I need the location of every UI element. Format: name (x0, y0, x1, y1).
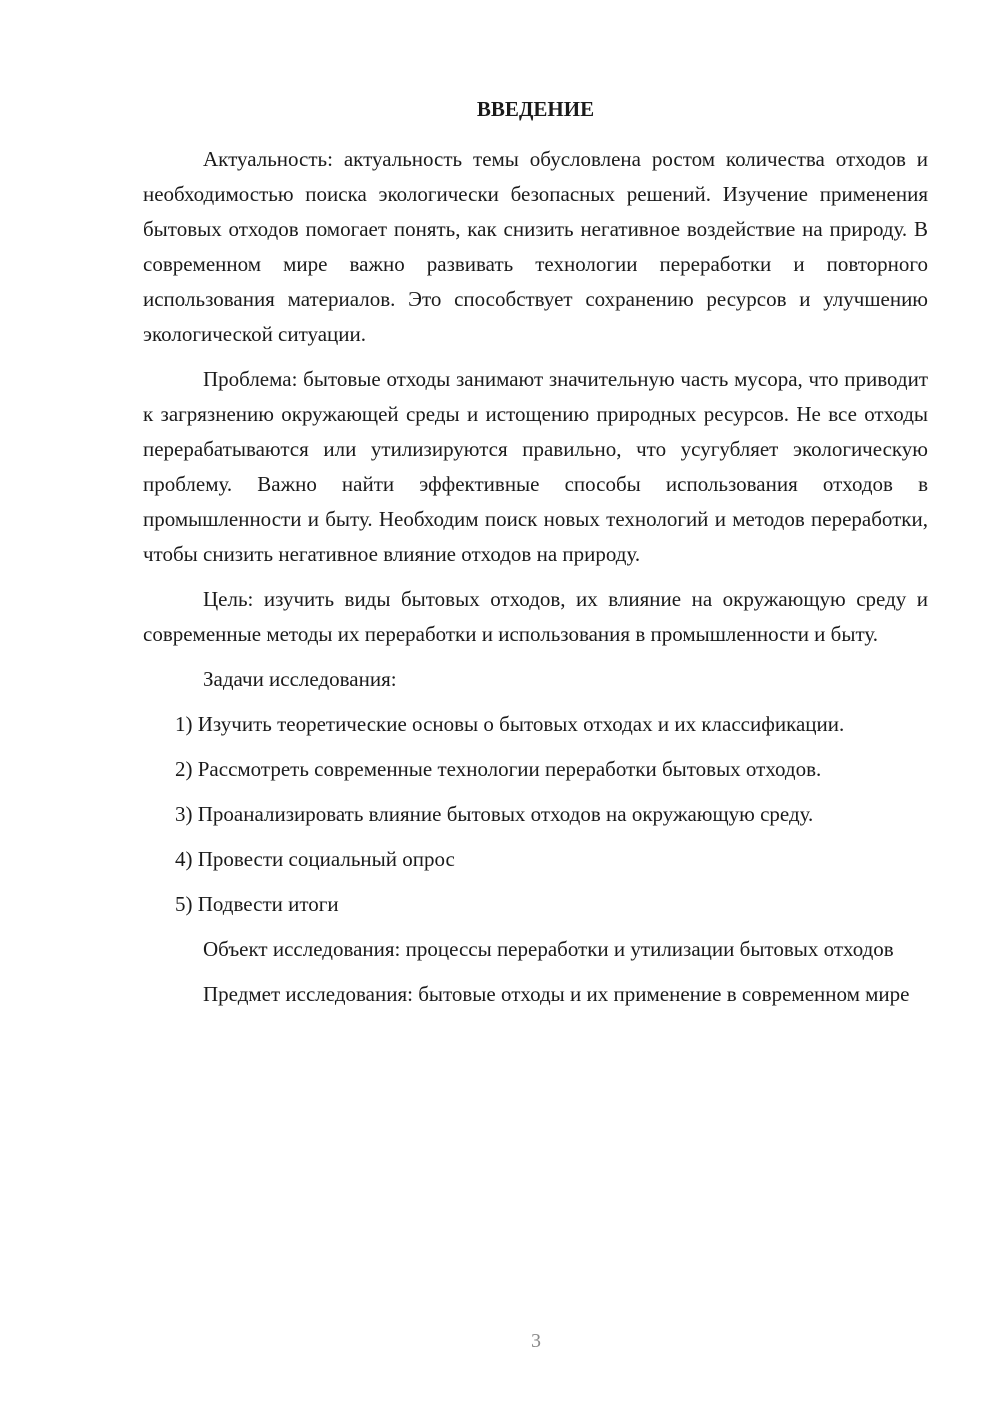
task-item: 2) Рассмотреть современные технологии переработки бытовых отходов. (175, 757, 822, 781)
object-paragraph: Объект исследования: процессы переработки и утилизации бытовых отходов (203, 937, 894, 961)
task-item: 1) Изучить теоретические основы о бытовых отходах и их классификации. (175, 712, 845, 736)
relevance-paragraph: Актуальность: актуальность темы обусловлена ростом количества отходов и необходимостью поиска экологически безопасных решений. Изучение применения бытовых отходов помогает понять, как снизить негативное воздействие на природу. В современном мире важно развивать технологии переработки и повторного использования материалов. Это способствует сохранению ресурсов и улучшению экологической ситуации. (143, 147, 928, 346)
goal-paragraph: Цель: изучить виды бытовых отходов, их влияние на окружающую среду и современные методы их переработки и использования в промышленности и быту. (143, 587, 928, 646)
subject-paragraph: Предмет исследования: бытовые отходы и их применение в современном мире (203, 982, 910, 1006)
task-item: 4) Провести социальный опрос (175, 847, 455, 871)
tasks-heading: Задачи исследования: (203, 667, 397, 691)
document-page (143, 92, 928, 1012)
task-item: 5) Подвести итоги (175, 892, 339, 916)
page-title: ВВЕДЕНИЕ (476, 97, 595, 121)
problem-paragraph: Проблема: бытовые отходы занимают значительную часть мусора, что приводит к загрязнению окружающей среды и истощению природных ресурсов. Не все отходы перерабатываются или утилизируются правильно, что усугубляет экологическую проблему. Важно найти эффективные способы использования отходов в промышленности и быту. Необходим поиск новых технологий и методов переработки, чтобы снизить негативное влияние отходов на природу. (143, 367, 928, 566)
page-number: 3 (531, 1330, 541, 1352)
task-item: 3) Проанализировать влияние бытовых отходов на окружающую среду. (175, 802, 814, 826)
